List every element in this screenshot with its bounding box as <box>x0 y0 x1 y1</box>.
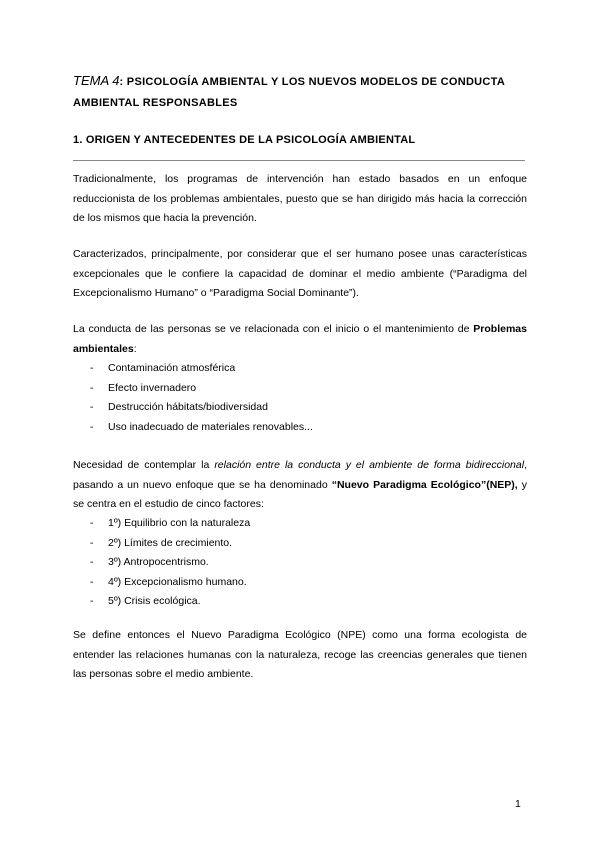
list-item <box>73 379 313 399</box>
list-item <box>73 534 250 554</box>
bullet-dash: - <box>90 381 94 394</box>
list-item-text: Efecto invernadero <box>108 381 197 394</box>
problems-bold: Problemas ambientales <box>73 323 527 355</box>
list-item-text: 2º) Límites de crecimiento. <box>108 536 233 549</box>
bullet-dash: - <box>90 556 94 568</box>
list-item-text: Destrucción hábitats/biodiversidad <box>108 401 268 413</box>
list-item-text: 4º) Excepcionalismo humano. <box>108 575 247 588</box>
list-item-text: Uso inadecuado de materiales renovables... <box>108 420 313 433</box>
necessity-italic: relación entre la conducta y el ambiente de forma bidireccional <box>214 459 525 471</box>
bullet-dash: - <box>90 517 94 529</box>
list-item <box>73 359 313 379</box>
list-item <box>73 514 250 534</box>
paragraph-nep-definition: Se define entonces el Nuevo Paradigma Ecológico (NPE) como una forma ecologista de entender las relaciones humanas con la naturaleza, recoge las creencias generales que tienen las personas sobre el medio ambiente. <box>73 629 527 680</box>
problems-intro-text: La conducta de las personas se ve relacionada con el inicio o el mantenimiento de <box>73 323 470 335</box>
factors-list <box>73 514 250 612</box>
title-rest: : PSICOLOGÍA AMBIENTAL Y LOS NUEVOS MODELOS DE CONDUCTA AMBIENTAL RESPONSABLES <box>73 76 505 109</box>
necessity-text-a: Necesidad de contemplar la <box>73 459 210 471</box>
paragraph-characterized: Caracterizados, principalmente, por considerar que el ser humano posee unas características excepcionales que le confiere la capacidad de dominar el medio ambiente (“Paradigma del Excepcionalismo Humano” o “Paradigma Social Dominante”). <box>73 248 527 299</box>
list-item <box>73 398 313 418</box>
list-item <box>73 418 313 438</box>
paragraph-problems <box>73 320 527 359</box>
necessity-text-b: , pasando a un nuevo enfoque que se ha denominado <box>73 459 527 491</box>
bullet-dash: - <box>90 420 94 433</box>
bullet-dash: - <box>90 536 94 549</box>
list-item <box>73 553 250 573</box>
list-item-text: 5º) Crisis ecológica. <box>108 595 201 607</box>
paragraph-necessity <box>73 456 527 515</box>
bullet-dash: - <box>90 401 94 413</box>
list-item-text: Contaminación atmosférica <box>108 362 236 374</box>
problems-list <box>73 359 313 437</box>
bullet-dash: - <box>90 362 94 374</box>
list-item <box>73 573 250 593</box>
list-item <box>73 592 250 612</box>
necessity-text-c: y se centra en el estudio de cinco factores: <box>73 478 527 510</box>
nep-bold: “Nuevo Paradigma Ecológico”(NEP), <box>331 478 518 491</box>
section-heading: 1. ORIGEN Y ANTECEDENTES DE LA PSICOLOGÍA AMBIENTAL <box>73 134 416 146</box>
bullet-dash: - <box>90 595 94 607</box>
heading-divider <box>73 160 525 161</box>
title-lead: TEMA 4 <box>73 73 120 88</box>
page-number: 1 <box>515 798 521 810</box>
document-title <box>73 70 528 114</box>
list-item-text: 3º) Antropocentrismo. <box>108 556 209 568</box>
list-item-text: 1º) Equilibrio con la naturaleza <box>108 517 251 529</box>
paragraph-intro: Tradicionalmente, los programas de intervención han estado basados en un enfoque reduccionista de los problemas ambientales, puesto que se han dirigido más hacia la corrección de los mismos que hacia la prevención. <box>73 173 527 224</box>
problems-colon: : <box>133 342 137 355</box>
bullet-dash: - <box>90 575 94 588</box>
